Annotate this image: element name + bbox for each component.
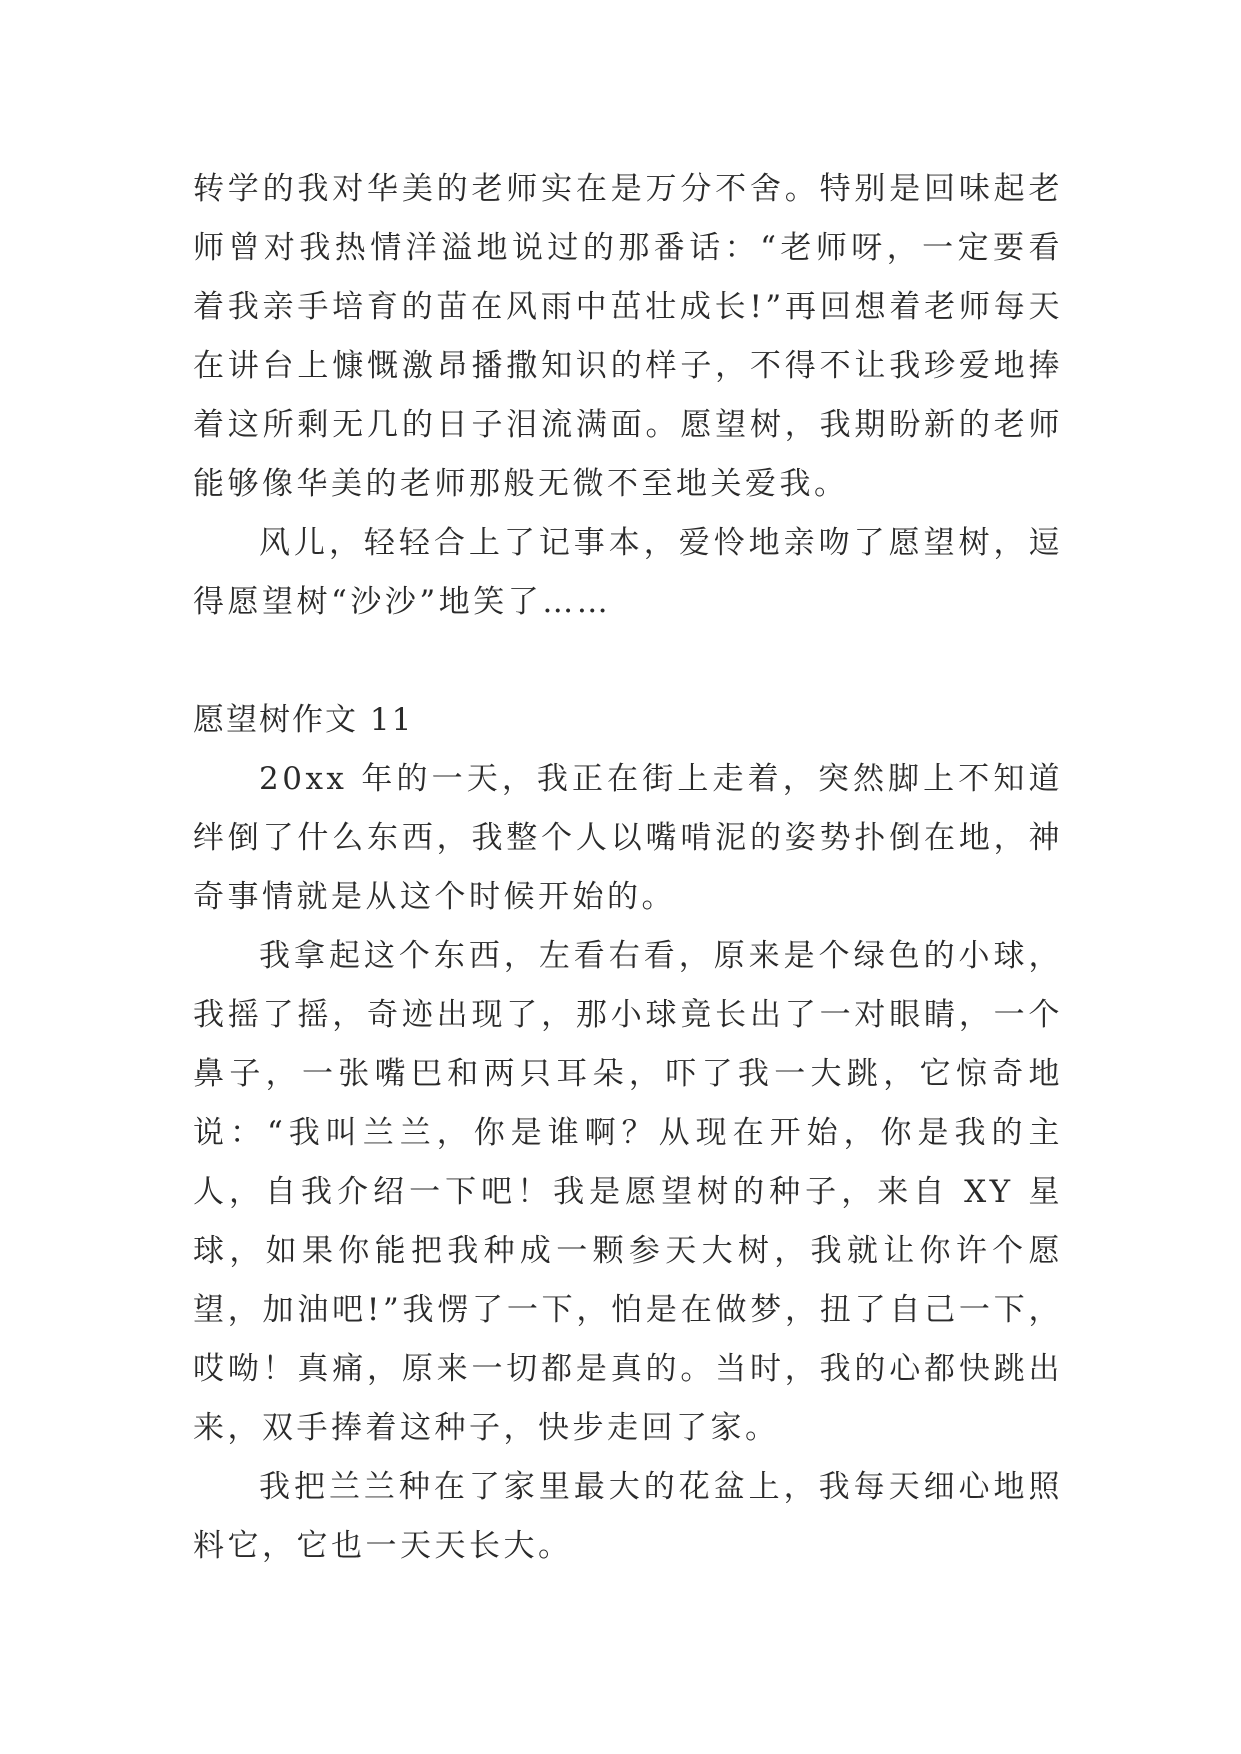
paragraph: 风儿，轻轻合上了记事本，爱怜地亲吻了愿望树，逗得愿望树“沙沙”地笑了……	[193, 525, 1063, 620]
paragraph: 我把兰兰种在了家里最大的花盆上，我每天细心地照料它，它也一天天长大。	[193, 1469, 1063, 1564]
paragraph: 转学的我对华美的老师实在是万分不舍。特别是回味起老师曾对我热情洋溢地说过的那番话：“老师呀，一定要看着我亲手培育的苗在风雨中茁壮成长!”再回想着老师每天在讲台上慷慨激昂播撒知识的样子，不得不让我珍爱地捧着这所剩无几的日子泪流满面。愿望树，我期盼新的老师能够像华美的老师那般无微不至地关爱我。	[193, 171, 1063, 502]
paragraph: 20xx 年的一天，我正在街上走着，突然脚上不知道绊倒了什么东西，我整个人以嘴啃泥的姿势扑倒在地，神奇事情就是从这个时候开始的。	[193, 761, 1063, 915]
document-body	[193, 160, 1063, 1576]
paragraph: 我拿起这个东西，左看右看，原来是个绿色的小球，我摇了摇，奇迹出现了，那小球竟长出了一对眼睛，一个鼻子，一张嘴巴和两只耳朵，吓了我一大跳，它惊奇地说：“我叫兰兰，你是谁啊？从现在开始，你是我的主人，自我介绍一下吧！我是愿望树的种子，来自 XY 星球，如果你能把我种成一颗参天大树，我就让你许个愿望，加油吧!”我愣了一下，怕是在做梦，扭了自己一下，哎呦！真痛，原来一切都是真的。当时，我的心都快跳出来，双手捧着这种子，快步走回了家。	[193, 938, 1063, 1446]
section-spacer	[193, 632, 1063, 691]
section-title: 愿望树作文 11	[193, 702, 414, 738]
